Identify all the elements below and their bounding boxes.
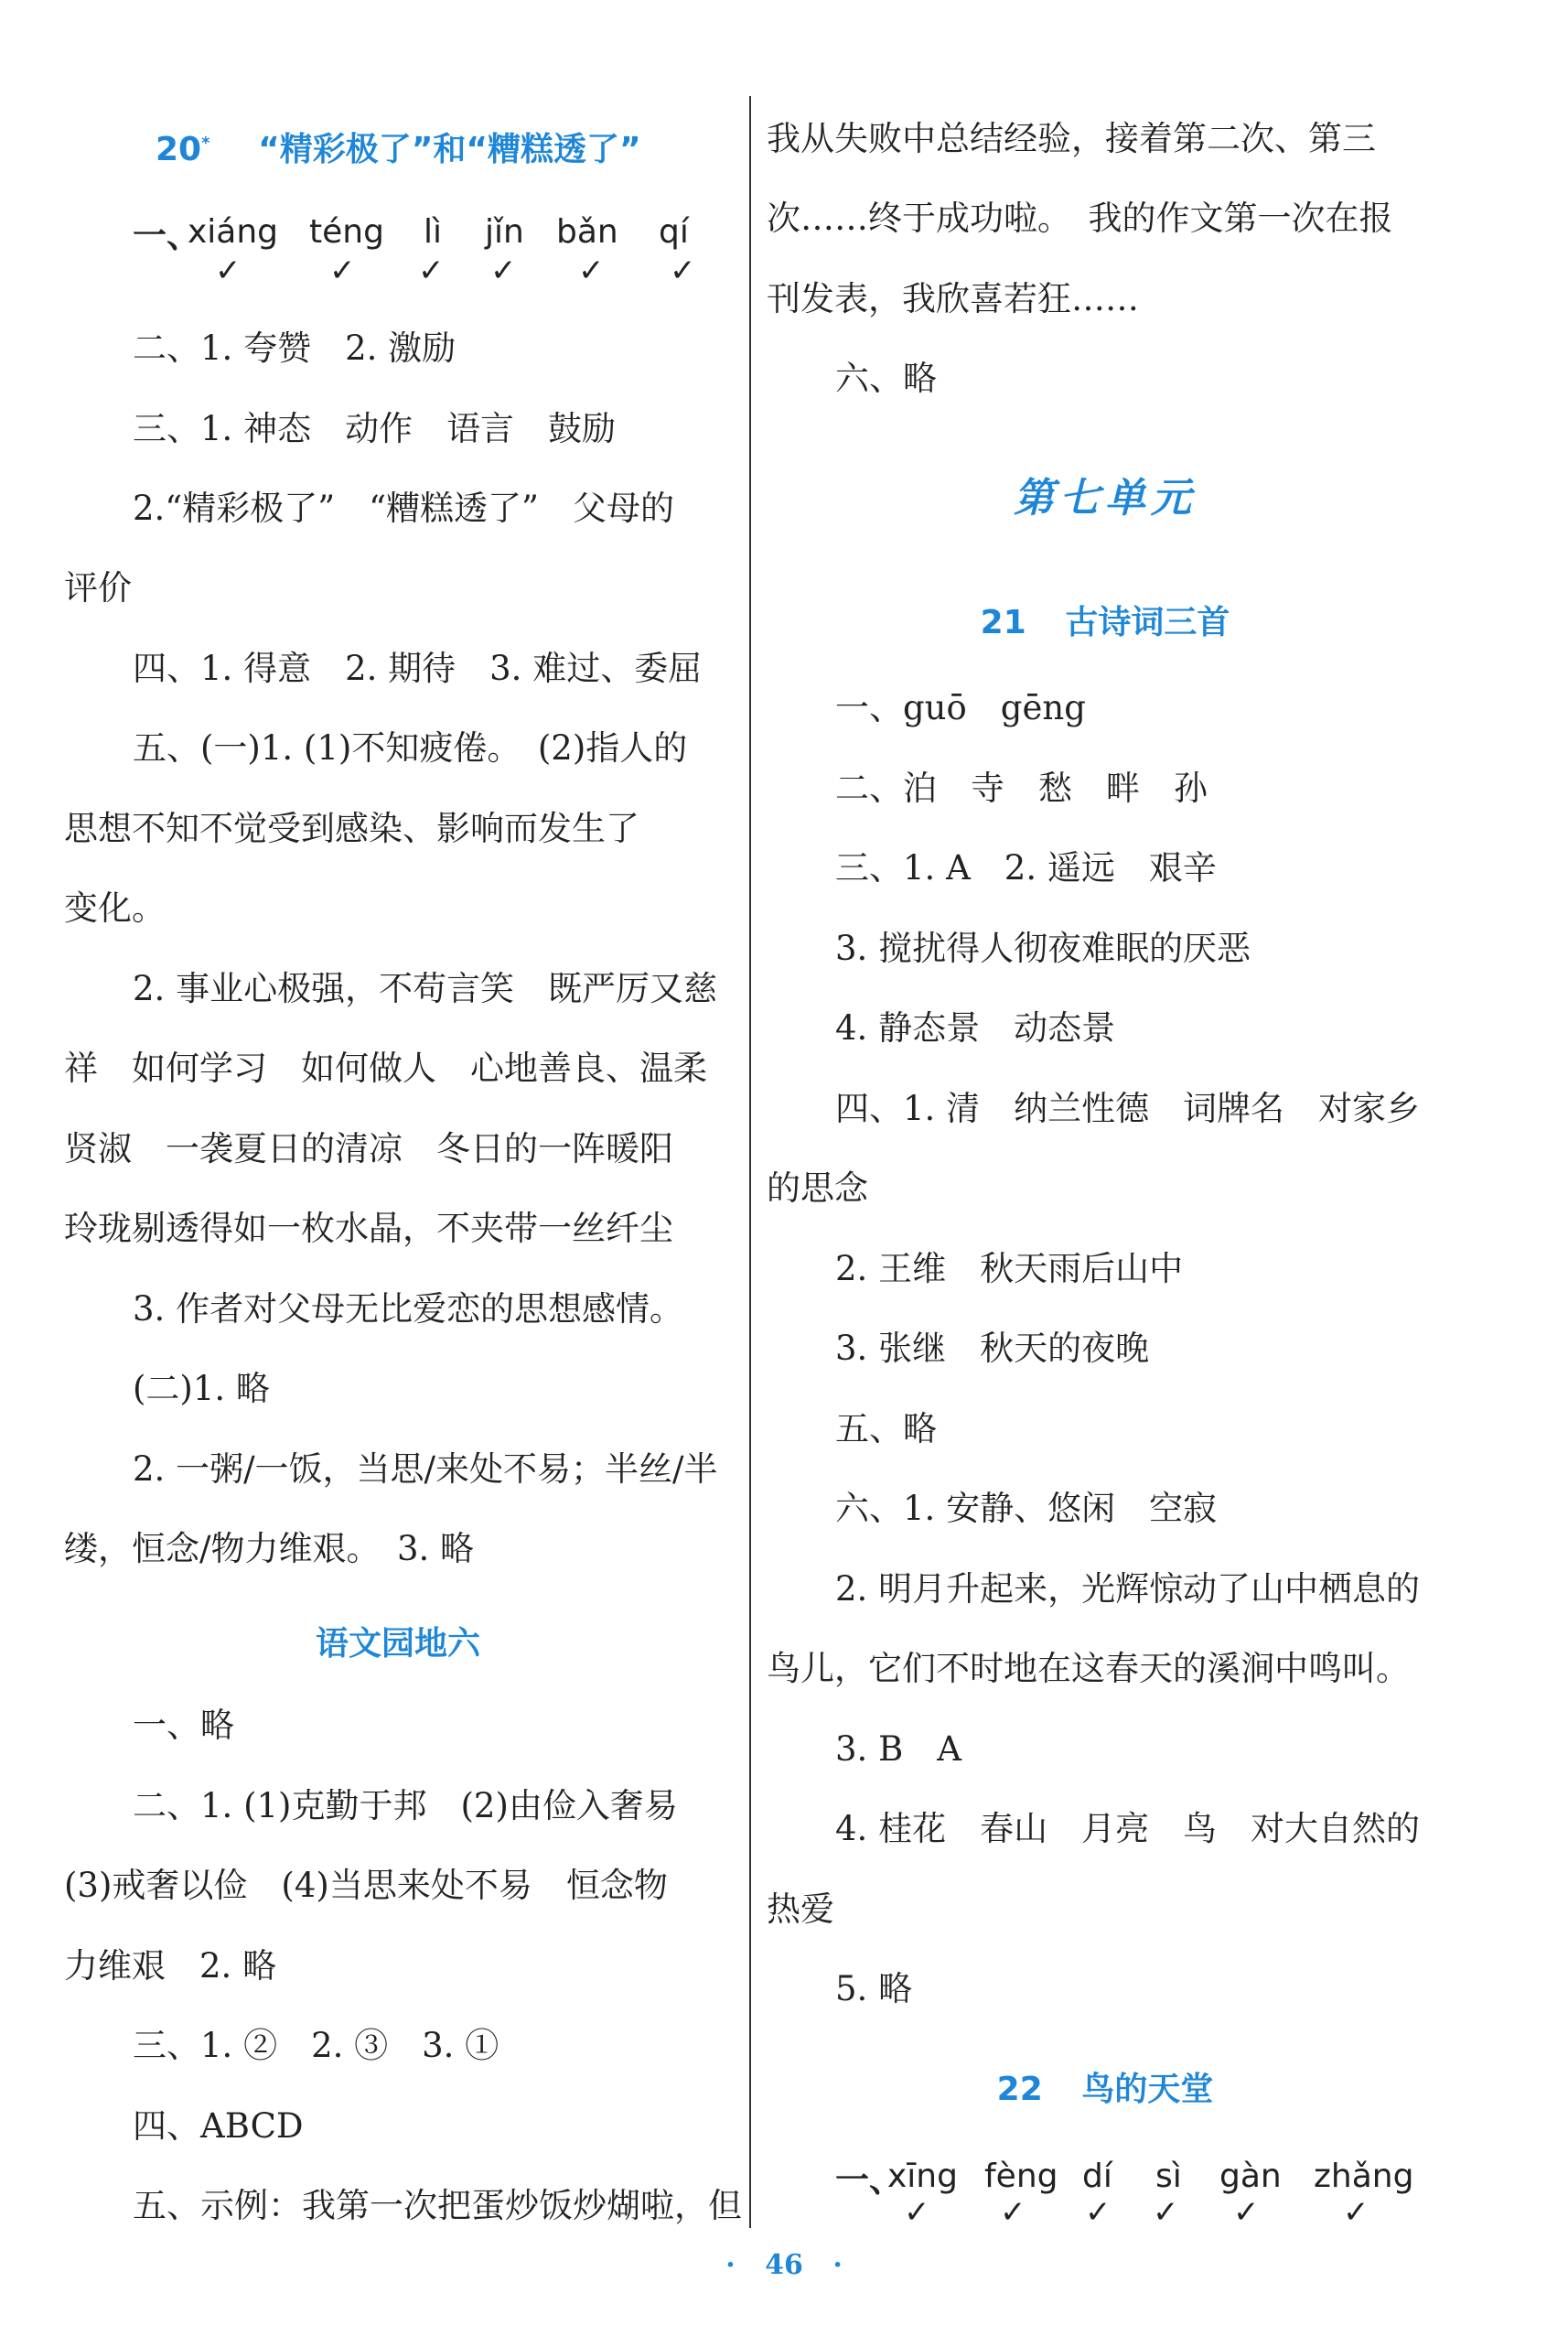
answer-line: 3. 作者对父母无比爱恋的思想感情。: [133, 1289, 684, 1329]
answer-line: 四、ABCD: [133, 2106, 304, 2146]
answer-line: 我从失败中总结经验，接着第二次、第三: [767, 119, 1376, 158]
answer-line: 2. 事业心极强，不苟言笑 既严厉又慈: [133, 969, 718, 1008]
pinyin-4: sì: [1155, 2158, 1182, 2195]
lesson-number: 22: [996, 2071, 1043, 2108]
unit-title: 第七单元: [1014, 475, 1197, 522]
answer-line: 二、1. (1)克勤于邦 (2)由俭入奢易: [133, 1786, 678, 1825]
tick-icon: ✓: [904, 2194, 930, 2231]
answer-line: 2. 一粥/一饭，当思/来处不易；半丝/半: [133, 1449, 718, 1489]
lesson-20-title: [156, 124, 641, 170]
tick-icon: ✓: [1343, 2194, 1369, 2231]
answer-line: 热爱: [767, 1889, 834, 1929]
answer-line: 评价: [64, 568, 132, 608]
tick-icon: ✓: [418, 253, 445, 289]
answer-line: 三、1. A 2. 遥远 艰辛: [835, 848, 1217, 888]
tick-icon: ✓: [215, 253, 242, 289]
answer-line: 刊发表，我欣喜若狂……: [767, 279, 1139, 318]
tick-icon: ✓: [1233, 2194, 1260, 2231]
answer-line: 思想不知不觉受到感染、影响而发生了: [64, 809, 639, 848]
answer-line: 二、泊 寺 愁 畔 孙: [835, 769, 1208, 808]
answer-line: 3. 张继 秋天的夜晚: [835, 1329, 1150, 1368]
pinyin-6: qí: [659, 213, 689, 251]
pinyin-1: xiáng: [188, 213, 279, 251]
tick-icon: ✓: [1000, 2194, 1026, 2231]
answer-line: 玲珑剔透得如一枚水晶，不夹带一丝纤尘: [64, 1209, 673, 1248]
answer-line: 五、略: [835, 1409, 937, 1448]
answer-line: 4. 静态景 动态景: [835, 1008, 1116, 1048]
lesson-title-text: “精彩极了”和“糟糕透了”: [258, 131, 641, 168]
answer-line: 六、略: [835, 359, 937, 398]
answer-line: 六、1. 安静、悠闲 空寂: [835, 1489, 1218, 1528]
tick-icon: ✓: [1085, 2194, 1112, 2231]
answer-line: 二、1. 夸赞 2. 激励: [133, 328, 456, 368]
answer-line: 缕，恒念/物力维艰。 3. 略: [64, 1529, 475, 1568]
tick-icon: ✓: [1153, 2194, 1179, 2231]
answer-line: 一、guō gēng: [835, 688, 1086, 727]
answer-line: 变化。: [64, 888, 166, 928]
pinyin-5: gàn: [1219, 2158, 1282, 2195]
tick-icon: ✓: [490, 253, 517, 289]
pinyin-5: bǎn: [556, 213, 618, 251]
answer-line: 4. 桂花 春山 月亮 鸟 对大自然的: [835, 1809, 1421, 1848]
answer-line: 三、1. 神态 动作 语言 鼓励: [133, 409, 617, 448]
lesson-number: 21: [980, 604, 1026, 641]
answer-line: 鸟儿，它们不时地在这春天的溪涧中鸣叫。: [767, 1649, 1410, 1688]
page-number-value: 46: [765, 2249, 803, 2281]
answer-line: 力维艰 2. 略: [64, 1946, 277, 1986]
pinyin-2: téng: [309, 213, 384, 251]
lesson-21-title: [767, 597, 1444, 643]
pinyin-2: fèng: [984, 2158, 1058, 2195]
lesson-number: 20: [156, 131, 202, 168]
answer-line: 3. B A: [835, 1729, 961, 1769]
lesson-22-title: [767, 2063, 1444, 2110]
answer-line: 次……终于成功啦。 我的作文第一次在报: [767, 199, 1393, 238]
q22-prefix: 一、: [835, 2159, 903, 2200]
answer-line: 2.“精彩极了” “糟糕透了” 父母的: [133, 489, 674, 528]
answer-line: 5. 略: [835, 1969, 913, 2008]
lesson-title-text: 鸟的天堂: [1081, 2071, 1214, 2108]
page-dot: ·: [832, 2249, 843, 2281]
answer-line: 2. 明月升起来，光辉惊动了山中栖息的: [835, 1569, 1421, 1609]
answer-line: (二)1. 略: [133, 1369, 270, 1408]
pinyin-3: dí: [1082, 2158, 1112, 2195]
page-dot: ·: [725, 2249, 736, 2281]
lesson-mark: *: [201, 134, 210, 153]
page-number: [0, 2249, 1568, 2281]
q1-prefix: 一、: [133, 215, 200, 255]
pinyin-1: xīng: [887, 2158, 958, 2195]
tick-icon: ✓: [578, 253, 605, 289]
answer-line: 三、1. ② 2. ③ 3. ①: [133, 2026, 499, 2065]
column-divider: [749, 96, 751, 2228]
answer-line: 贤淑 一袭夏日的清凉 冬日的一阵暖阳: [64, 1129, 673, 1168]
answer-line: 祥 如何学习 如何做人 心地善良、温柔: [64, 1049, 707, 1088]
lesson-title-text: 古诗词三首: [1065, 604, 1230, 641]
answer-line: 3. 搅扰得人彻夜难眠的厌恶: [835, 929, 1251, 968]
answer-line: 四、1. 清 纳兰性德 词牌名 对家乡: [835, 1089, 1421, 1128]
pinyin-3: lì: [424, 213, 443, 251]
pinyin-6: zhǎng: [1314, 2158, 1414, 2195]
answer-line: 2. 王维 秋天雨后山中: [835, 1249, 1184, 1288]
answer-line: 五、示例：我第一次把蛋炒饭炒煳啦，但: [133, 2186, 742, 2225]
pinyin-4: jǐn: [485, 213, 524, 251]
answer-line: 的思念: [767, 1168, 868, 1208]
answer-line: 五、(一)1. (1)不知疲倦。 (2)指人的: [133, 728, 688, 768]
section-title-garden: 语文园地六: [315, 1625, 480, 1663]
tick-icon: ✓: [329, 253, 356, 289]
answer-line: 四、1. 得意 2. 期待 3. 难过、委屈: [133, 649, 703, 688]
answer-line: (3)戒奢以俭 (4)当思来处不易 恒念物: [64, 1866, 668, 1905]
tick-icon: ✓: [670, 253, 696, 289]
answer-line: 一、略: [133, 1706, 234, 1745]
